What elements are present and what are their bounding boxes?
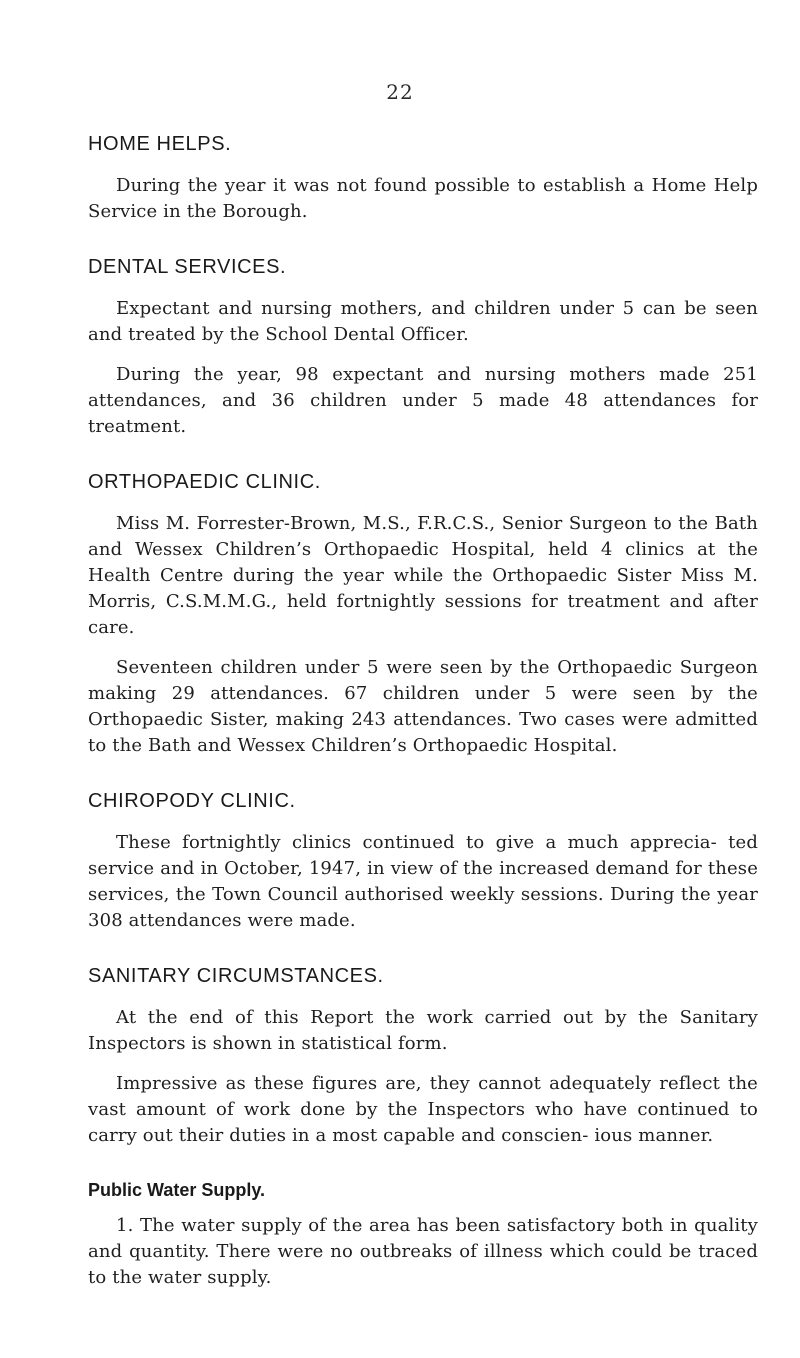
paragraph: Miss M. Forrester-Brown, M.S., F.R.C.S., Senior Surgeon to the Bath and Wessex Children’s Orthopaedic Hospital, held 4 clinics at the Health Centre during the year while the Orthopaedic Sister Miss M. Morris, C.S.M.M.G., held fortnightly sessions for treatment and after care.: [88, 513, 758, 638]
section-public-water-supply: [88, 1180, 758, 1291]
document-body: [88, 133, 758, 1305]
paragraph: During the year, 98 expectant and nursing mothers made 251 attendances, and 36 children under 5 made 48 attendances for treatment.: [88, 364, 758, 437]
paragraph: Impressive as these figures are, they cannot adequately reflect the vast amount of work done by the Inspectors who have continued to carry out their duties in a most capable and conscien- ious manner.: [88, 1073, 758, 1146]
section-dental-services: [88, 256, 758, 440]
section-orthopaedic-clinic: [88, 471, 758, 759]
paragraph: At the end of this Report the work carried out by the Sanitary Inspectors is shown in statistical form.: [88, 1007, 758, 1054]
section-sanitary-circumstances: [88, 965, 758, 1149]
section-heading: DENTAL SERVICES.: [88, 256, 287, 278]
section-heading: SANITARY CIRCUMSTANCES.: [88, 965, 384, 987]
paragraph: During the year it was not found possible to establish a Home Help Service in the Borough.: [88, 175, 758, 222]
section-heading: HOME HELPS.: [88, 133, 232, 155]
section-chiropody-clinic: [88, 790, 758, 934]
section-heading: ORTHOPAEDIC CLINIC.: [88, 471, 321, 493]
paragraph: 1. The water supply of the area has been satisfactory both in quality and quantity. There were no outbreaks of illness which could be traced to the water supply.: [88, 1215, 758, 1288]
section-heading: CHIROPODY CLINIC.: [88, 790, 296, 812]
subsection-heading: Public Water Supply.: [88, 1180, 266, 1200]
paragraph: Seventeen children under 5 were seen by the Orthopaedic Surgeon making 29 attendances. 67 children under 5 were seen by the Orthopaedic Sister, making 243 attendances. Two cases were admitted to the Bath and Wessex Children’s Orthopaedic Hospital.: [88, 657, 758, 756]
page-number: 22: [386, 80, 414, 104]
paragraph: Expectant and nursing mothers, and children under 5 can be seen and treated by the School Dental Officer.: [88, 298, 758, 345]
paragraph: These fortnightly clinics continued to give a much apprecia- ted service and in October, 1947, in view of the increased demand for these services, the Town Council authorised weekly sessions. During the year 308 attendances were made.: [88, 832, 758, 931]
section-home-helps: [88, 133, 758, 225]
